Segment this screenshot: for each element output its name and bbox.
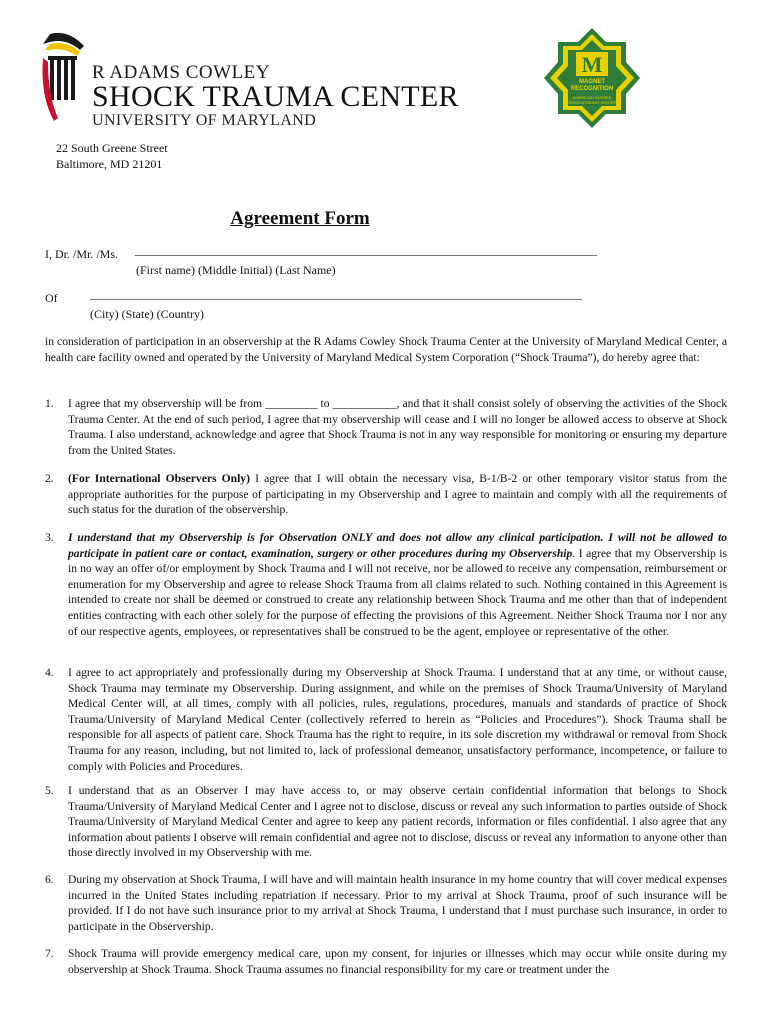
badge-line3: AMERICAN NURSES: [572, 95, 612, 100]
name-field-row: [0, 243, 770, 280]
name-field[interactable]: _____________________________________________________________________________: [135, 243, 597, 257]
item-text: [68, 530, 727, 639]
item-text: I agree that my observership will be from _________ to ___________, and that it shall consist solely of observing the activities of the Shock Trauma Center. At the end of such period, I agree that my observership will cease and I will no longer be allowed access to observe at Shock Trauma. I also understand, acknowledge and agree that Shock Trauma is not in any way responsible for monitoring or ensuring my departure from the United States.: [68, 397, 727, 457]
item-text: During my observation at Shock Trauma, I will have and will maintain health insurance in my home country that will cover medical expenses incurred in the United States including repatriation if necessary. Prior to my arrival at Shock Trauma, proof of such insurance will be provided. If I do not have such insurance prior to my arrival at Shock Trauma, I understand that I must purchase such insurance, in order to participate in the Observership.: [68, 873, 727, 933]
shock-trauma-logo: [40, 26, 459, 131]
address-line2: Baltimore, MD 21201: [56, 157, 163, 171]
name-label: I, Dr. /Mr. /Ms.: [45, 247, 119, 261]
item-number: 2.: [45, 472, 54, 485]
name-hint: (First name) (Middle Initial) (Last Name): [136, 263, 336, 277]
page-title: Agreement Form: [230, 208, 370, 229]
item-bold-lead: (For International Observers Only): [68, 472, 250, 485]
item-body: . I agree that my Observership is in no way an offer of/or employment by Shock Trauma and I will not receive, nor be allowed to receive any compensation, reimbursement or enumeration for my Observership and agree to release Shock Trauma from all claims related to such. Nothing contained in this Agreement is intended to create nor shall be deemed or construed to create any relationship between Shock Trauma and me other than that of independent entities contracting with each other solely for the purpose of effecting the provisions of this Agreement. Neither Shock Trauma nor I nor any of our respective agents, employees, or representatives shall be construed to be the agent, employee or representative of the other.: [68, 546, 727, 638]
title-wrap: [0, 208, 600, 230]
badge-line4: CREDENTIALING CENTER: [566, 100, 618, 105]
logo-text-line2: SHOCK TRAUMA CENTER: [92, 80, 459, 113]
item-body: I agree that I will obtain the necessary visa, B-1/B-2 or other temporary visitor status from the appropriate authorities for the purpose of participating in my Observership and I agree to maintain and comply with all the requirements of such status for the duration of the observership.: [68, 472, 728, 517]
magnet-recognition-badge-icon: [540, 26, 644, 130]
item-number: 1.: [45, 397, 54, 410]
logo-text-line1: R ADAMS COWLEY: [92, 62, 271, 83]
item-number: 3.: [45, 531, 54, 544]
item-number: 5.: [45, 784, 54, 797]
logo-text-line3: UNIVERSITY OF MARYLAND: [92, 112, 317, 129]
address-block: [56, 140, 168, 172]
item-text: Shock Trauma will provide emergency medical care, upon my consent, for injuries or illnesses which may occur while onsite during my observership at Shock Trauma. Shock Trauma assumes no financial responsibility for my care or treatment under the: [68, 947, 727, 976]
badge-line1: MAGNET: [579, 79, 605, 85]
of-field-row: [0, 287, 770, 324]
location-hint: (City) (State) (Country): [90, 307, 204, 321]
of-label: Of: [45, 291, 58, 305]
intro-paragraph: in consideration of participation in an observership at the R Adams Cowley Shock Trauma Center at the University of Maryland Medical Center, a health care facility owned and operated by the University of Maryland Medical System Corporation (“Shock Trauma”), do hereby agree that:: [45, 335, 727, 364]
item-bold-italic-lead: I understand that my Observership is for Observation ONLY and does not allow any clinical participation. I will not be allowed to participate in patient care or contact, examination, surgery or other procedures during my Observership: [68, 531, 727, 560]
badge-letter: M: [581, 52, 603, 77]
location-field[interactable]: __________________________________________________________________________________: [90, 287, 582, 301]
item-text: I understand that as an Observer I may have access to, or may observe certain confidential information that belongs to Shock Trauma/University of Maryland Medical Center and I agree not to disclose, discuss or reveal any such information to parties outside of Shock Trauma/University of Maryland Medical Center and agree to keep any patient records, information or files confidential. I also agree that any information about patients I observe will remain confidential and agree not to disclose, discuss or reveal any information to anyone other than those directly involved in my Observership with me.: [68, 784, 727, 860]
item-text: [68, 471, 727, 518]
shock-trauma-emblem-icon: [40, 26, 90, 126]
badge-line2: RECOGNITION: [570, 86, 614, 92]
item-number: 7.: [45, 947, 54, 960]
item-number: 6.: [45, 873, 54, 886]
address-line1: 22 South Greene Street: [56, 141, 168, 155]
item-text: I agree to act appropriately and professionally during my Observership at Shock Trauma. I understand that at any time, or without cause, Shock Trauma may terminate my Observership. During assignment, and while on the premises of Shock Trauma/University of Maryland Medical Center will, at all times, comply with all policies, rules, regulations, procedures, manuals and standards of practice of Shock Trauma/University of Maryland Medical Center (collectively referred to herein as “Policies and Procedures”). Shock Trauma shall be responsible for all aspects of patient care. Shock Trauma has the right to require, in its sole discretion my withdrawal or removal from Shock Trauma for any reason, including, but not limited to, lack of professional demeanor, unsatisfactory performance, incompetence, or failure to comply with Policies and Procedures.: [68, 666, 727, 773]
item-number: 4.: [45, 666, 54, 679]
